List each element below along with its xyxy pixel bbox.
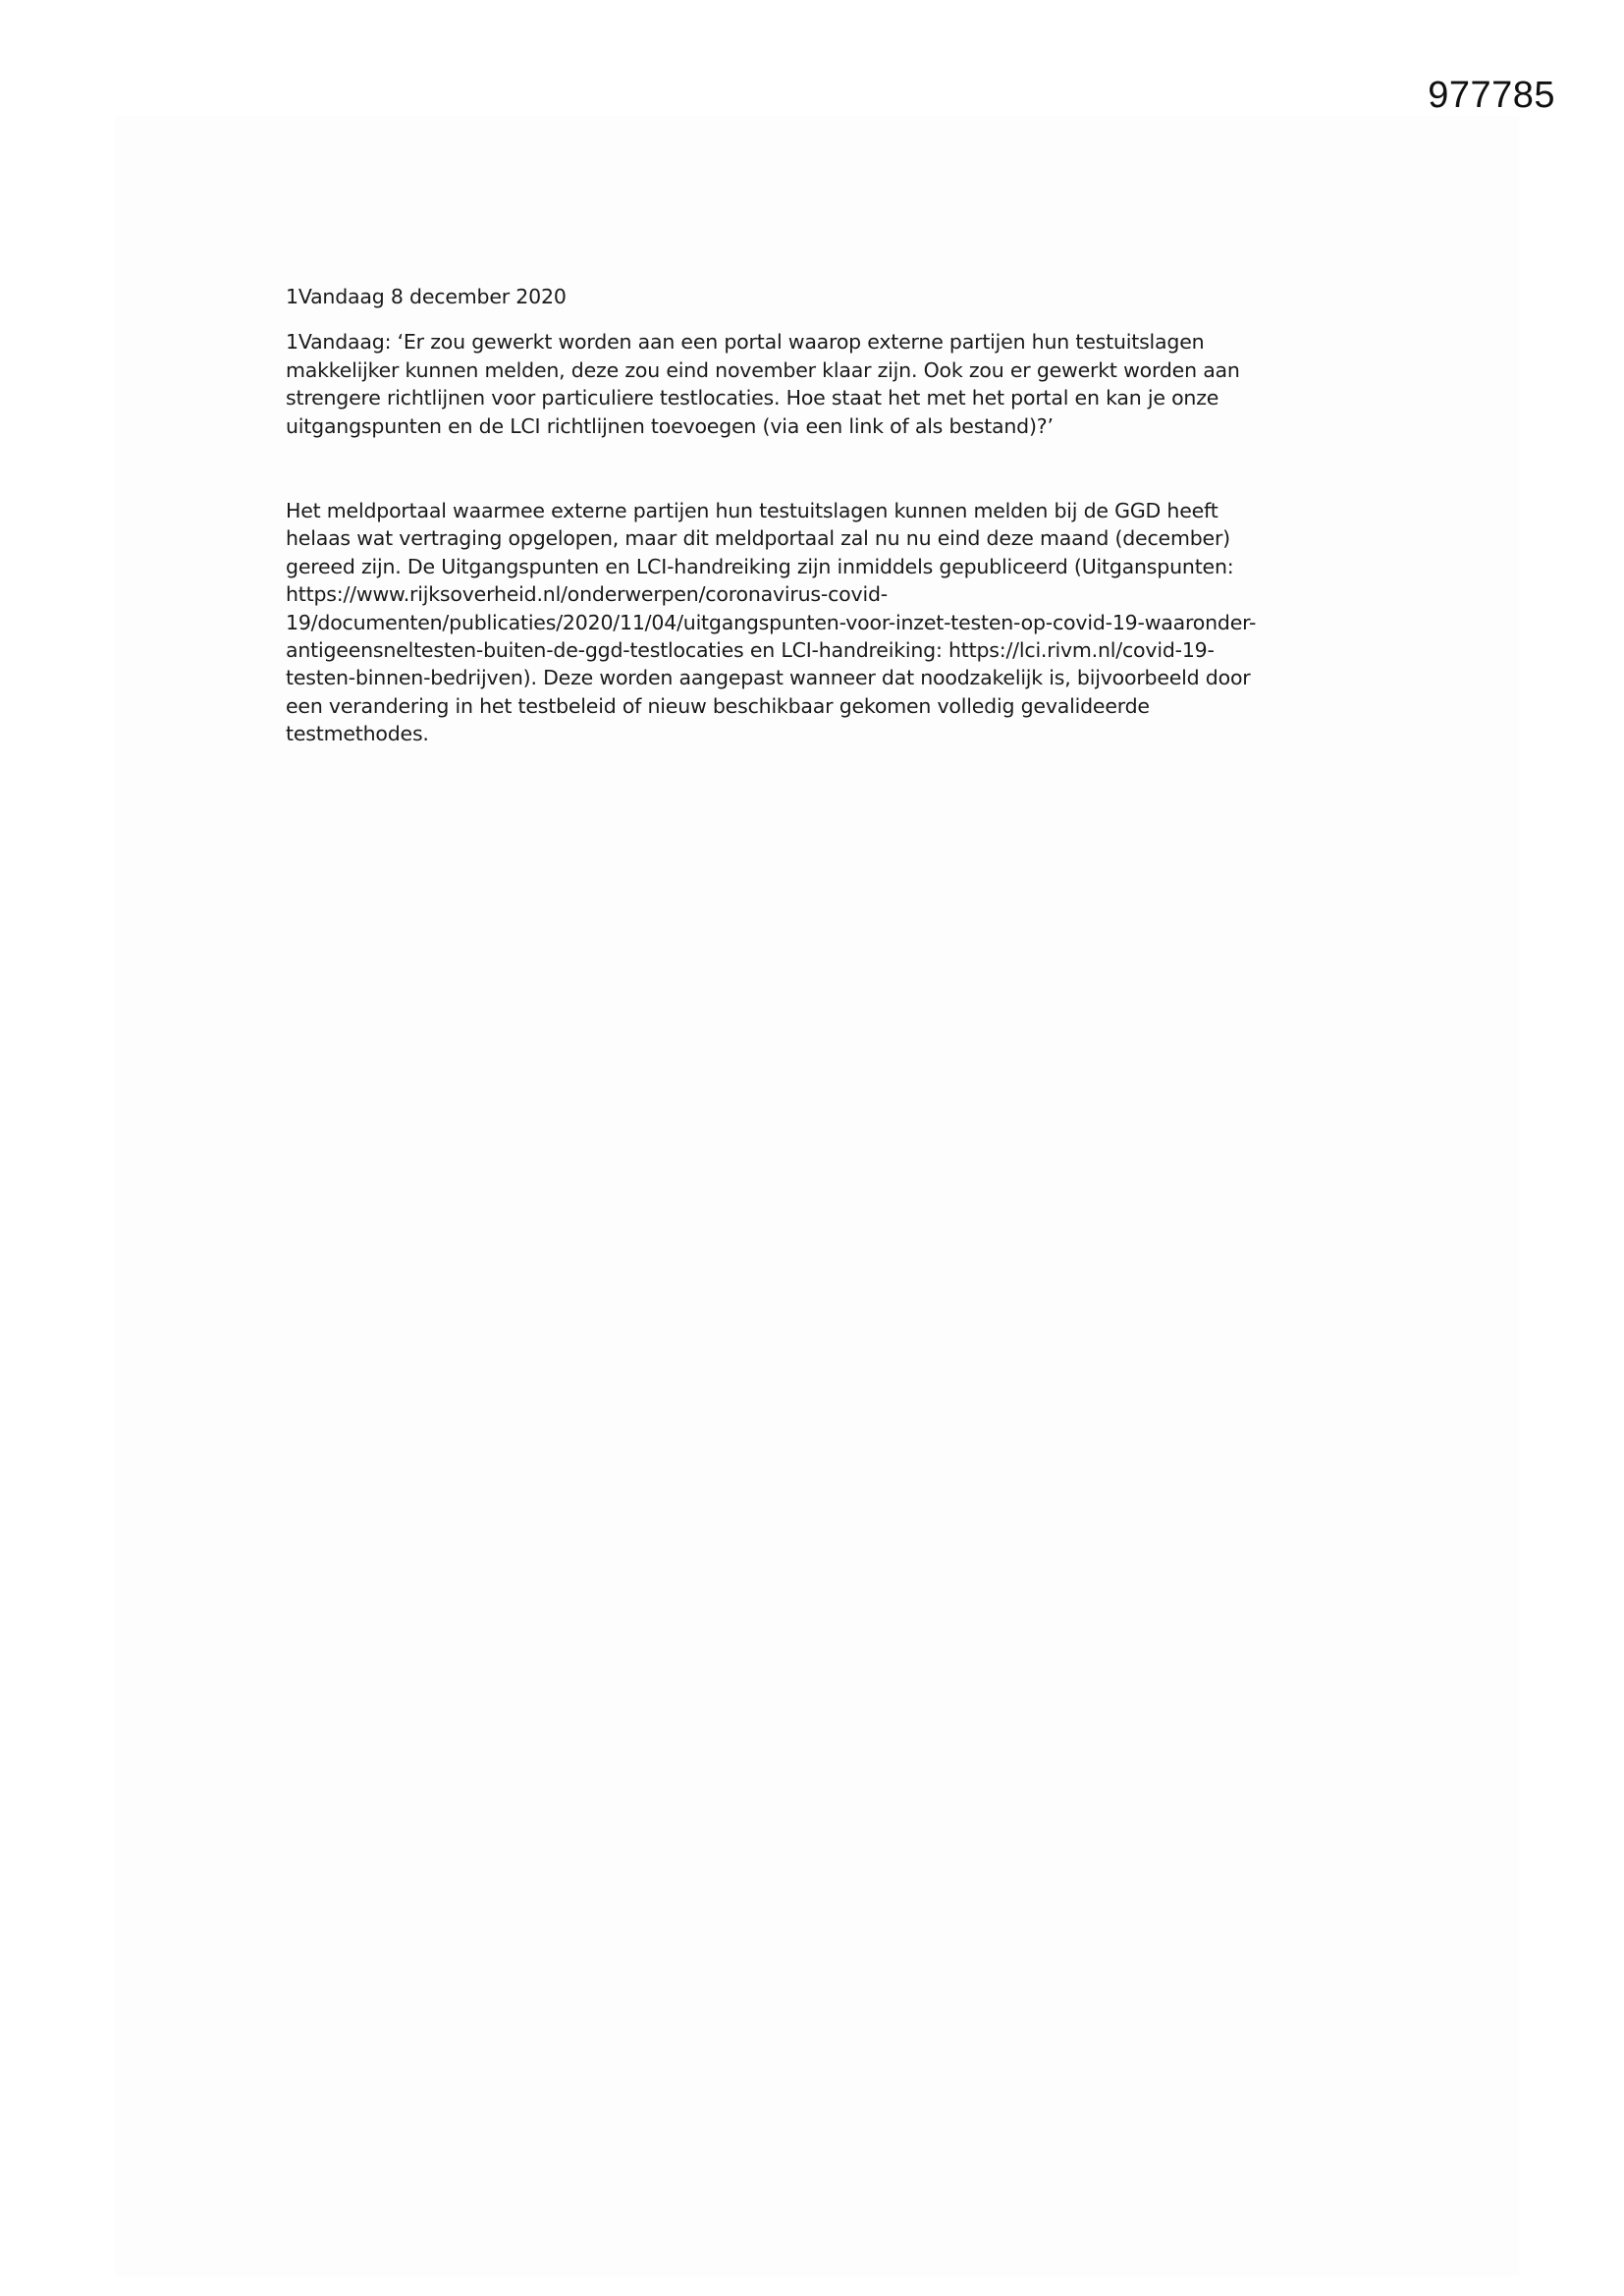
question-paragraph xyxy=(286,328,1385,440)
answer-line: testen-binnen-bedrijven). Deze worden aangepast wanneer dat noodzakelijk is, bijvoorbeeld door xyxy=(286,666,1251,690)
question-line: uitgangspunten en de LCI richtlijnen toevoegen (via een link of als bestand)?’ xyxy=(286,413,1054,438)
answer-url-line: https://www.rijksoverheid.nl/onderwerpen/coronavirus-covid- xyxy=(286,582,888,607)
answer-paragraph xyxy=(286,497,1385,748)
document-heading: 1Vandaag 8 december 2020 xyxy=(286,285,567,308)
answer-line: helaas wat vertraging opgelopen, maar dit meldportaal zal nu nu eind deze maand (december) xyxy=(286,526,1230,551)
answer-line: een verandering in het testbeleid of nieuw beschikbaar gekomen volledig gevalideerde xyxy=(286,693,1150,718)
answer-line: gereed zijn. De Uitgangspunten en LCI-handreiking zijn inmiddels gepubliceerd (Uitganspunten: xyxy=(286,554,1234,578)
answer-line: testmethodes. xyxy=(286,722,429,746)
document-body xyxy=(286,283,1385,748)
answer-line: Het meldportaal waarmee externe partijen hun testuitslagen kunnen melden bij de GGD heeft xyxy=(286,499,1218,523)
question-line: strengere richtlijnen voor particuliere testlocaties. Hoe staat het met het portal en kan je onze xyxy=(286,386,1219,410)
answer-url-line: antigeensneltesten-buiten-de-ggd-testlocaties en LCI-handreiking: https://lci.rivm.nl/covid-19- xyxy=(286,638,1215,663)
question-line: makkelijker kunnen melden, deze zou eind november klaar zijn. Ook zou er gewerkt worden aan xyxy=(286,357,1240,382)
document-id-number: 977785 xyxy=(1428,75,1555,116)
answer-url-line: 19/documenten/publicaties/2020/11/04/uitgangspunten-voor-inzet-testen-op-covid-19-waaronder- xyxy=(286,610,1257,634)
question-line: 1Vandaag: ‘Er zou gewerkt worden aan een portal waarop externe partijen hun testuitslagen xyxy=(286,330,1205,355)
